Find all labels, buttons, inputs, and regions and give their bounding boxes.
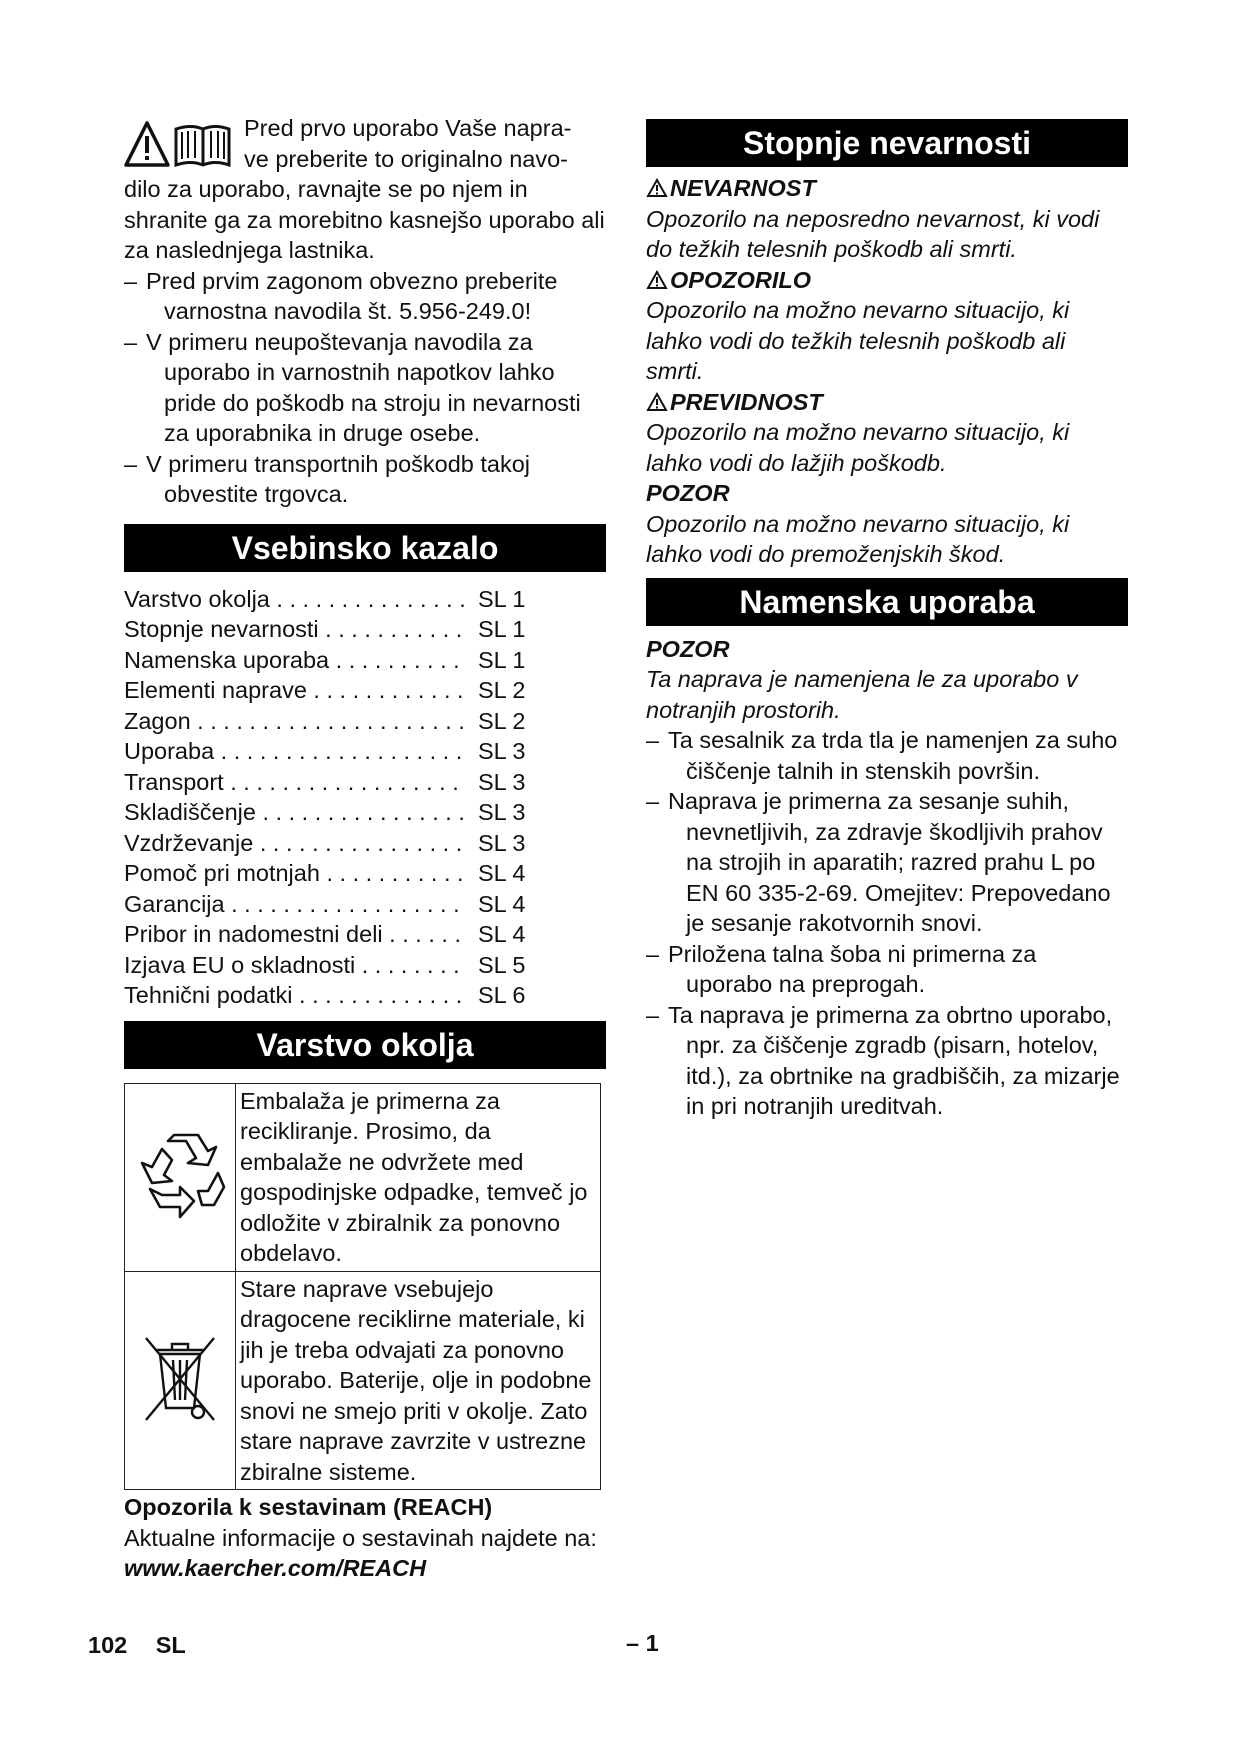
environment-table	[124, 1083, 601, 1491]
toc-item[interactable]: Skladiščenje . . . SL 3	[124, 797, 606, 828]
warning-icon	[646, 392, 668, 412]
warning-read-manual-icon	[124, 119, 231, 171]
toc-item[interactable]: Varstvo okolja . . . SL 1	[124, 584, 606, 615]
toc-item[interactable]: Vzdrževanje . . . SL 3	[124, 828, 606, 859]
reach-text: Aktualne informacije o sestavinah najdete na:	[124, 1524, 597, 1551]
intro-line-2: ve preberite to originalno navo-	[244, 145, 568, 172]
hazard-text-danger: Opozorilo na neposredno nevarnost, ki vodi do težkih telesnih poškodb ali smrti.	[646, 205, 1100, 262]
intro-block	[124, 113, 606, 174]
intro-text: dilo za uporabo, ravnajte se po njem in shranite ga za morebitno kasnejšo uporabo ali za naslednjega lastnika.	[124, 176, 605, 263]
intended-use-bullet: – Priložena talna šoba ni primerna za uporabo na preprogah.	[646, 940, 1037, 997]
toc-item[interactable]: Uporaba . . . SL 3	[124, 736, 606, 767]
hazard-label-caution: PREVIDNOST	[646, 387, 1128, 418]
intended-use-note-label: POZOR	[646, 635, 730, 662]
intended-use-note-text: Ta naprava je namenjena le za uporabo v notranjih prostorih.	[646, 666, 1078, 723]
hazard-text-caution: Opozorilo na možno nevarno situacijo, ki lahko vodi do lažjih poškodb.	[646, 419, 1070, 476]
intended-use-bullet: – Naprava je primerna za sesanje suhih, nevnetljivih, za zdravje škodljivih prahov na strojih in aparatih; razred prahu L po EN 60 335-2-69. Omejitev: Prepovedano je sesanje rakotvornih snovi.	[646, 788, 1111, 936]
table-of-contents	[124, 584, 606, 1011]
toc-item[interactable]: Elementi naprave . . . SL 2	[124, 675, 606, 706]
toc-item[interactable]: Garancija . . . SL 4	[124, 889, 606, 920]
toc-item[interactable]: Izjava EU o skladnosti . . . SL 5	[124, 950, 606, 981]
intro-bullet: – V primeru transportnih poškodb takoj obvestite trgovca.	[124, 450, 531, 507]
page-footer	[88, 1632, 186, 1659]
crossed-bin-icon	[140, 1328, 220, 1428]
intended-use-heading: Namenska uporaba	[646, 578, 1128, 626]
hazards-heading: Stopnje nevarnosti	[646, 119, 1128, 167]
hazard-text-notice: Opozorilo na možno nevarno situacijo, ki lahko vodi do premoženjskih škod.	[646, 510, 1070, 567]
hazard-text-warning: Opozorilo na možno nevarno situacijo, ki lahko vodi do težkih telesnih poškodb ali smrti.	[646, 297, 1070, 384]
intended-use-bullet: – Ta naprava je primerna za obrtno uporabo, npr. za čiščenje zgradb (pisarn, hotelov, itd.), za obrtnike na gradbiščih, za mizarje in pri notranjih ureditvah.	[646, 1001, 1120, 1119]
intended-use-bullet: – Ta sesalnik za trda tla je namenjen za suho čiščenje talnih in stenskih površin.	[646, 727, 1118, 784]
right-column	[646, 119, 1128, 1122]
disposal-text: Stare naprave vsebujejo dragocene reciklirne materiale, ki jih je treba odvajati za ponovno uporabo. Baterije, olje in podobne snovi ne smejo priti v okolje. Zato stare naprave zavrzite v ustrezne zbiralne sisteme.	[236, 1271, 601, 1490]
environment-heading: Varstvo okolja	[124, 1021, 606, 1069]
toc-item[interactable]: Transport . . . SL 3	[124, 767, 606, 798]
section-page-number: – 1	[626, 1630, 659, 1656]
page-number: 102	[88, 1632, 128, 1658]
hazard-label-danger: NEVARNOST	[646, 173, 1128, 204]
hazard-label-notice: POZOR	[646, 480, 730, 506]
language-code: SL	[155, 1632, 186, 1658]
toc-heading: Vsebinsko kazalo	[124, 524, 606, 572]
toc-item[interactable]: Pomoč pri motnjah . . . SL 4	[124, 858, 606, 889]
intro-line-1: Pred prvo uporabo Vaše napra-	[244, 115, 572, 141]
toc-item[interactable]: Stopnje nevarnosti . . . SL 1	[124, 614, 606, 645]
hazard-label-warning: OPOZORILO	[646, 265, 1128, 296]
toc-item[interactable]: Namenska uporaba . . . SL 1	[124, 645, 606, 676]
intro-bullet: – V primeru neupoštevanja navodila za uporabo in varnostnih napotkov lahko pride do poškodb na stroju in nevarnosti za uporabnika in druge osebe.	[124, 328, 581, 446]
reach-link[interactable]: www.kaercher.com/REACH	[124, 1555, 427, 1581]
recycle-icon	[132, 1127, 228, 1223]
recycle-text: Embalaža je primerna za recikliranje. Prosimo, da embalaže ne odvržete med gospodinjske odpadke, temveč jo odložite v zbiralnik za ponovno obdelavo.	[236, 1083, 601, 1271]
left-column	[124, 113, 606, 1584]
toc-item[interactable]: Tehnični podatki . . . SL 6	[124, 980, 606, 1011]
warning-icon	[646, 178, 668, 198]
intro-bullet: – Pred prvim zagonom obvezno preberite varnostna navodila št. 5.956-249.0!	[124, 267, 558, 324]
reach-title: Opozorila k sestavinam (REACH)	[124, 1494, 493, 1520]
warning-icon	[646, 270, 668, 290]
toc-item[interactable]: Pribor in nadomestni deli . . . SL 4	[124, 919, 606, 950]
toc-item[interactable]: Zagon . . . SL 2	[124, 706, 606, 737]
